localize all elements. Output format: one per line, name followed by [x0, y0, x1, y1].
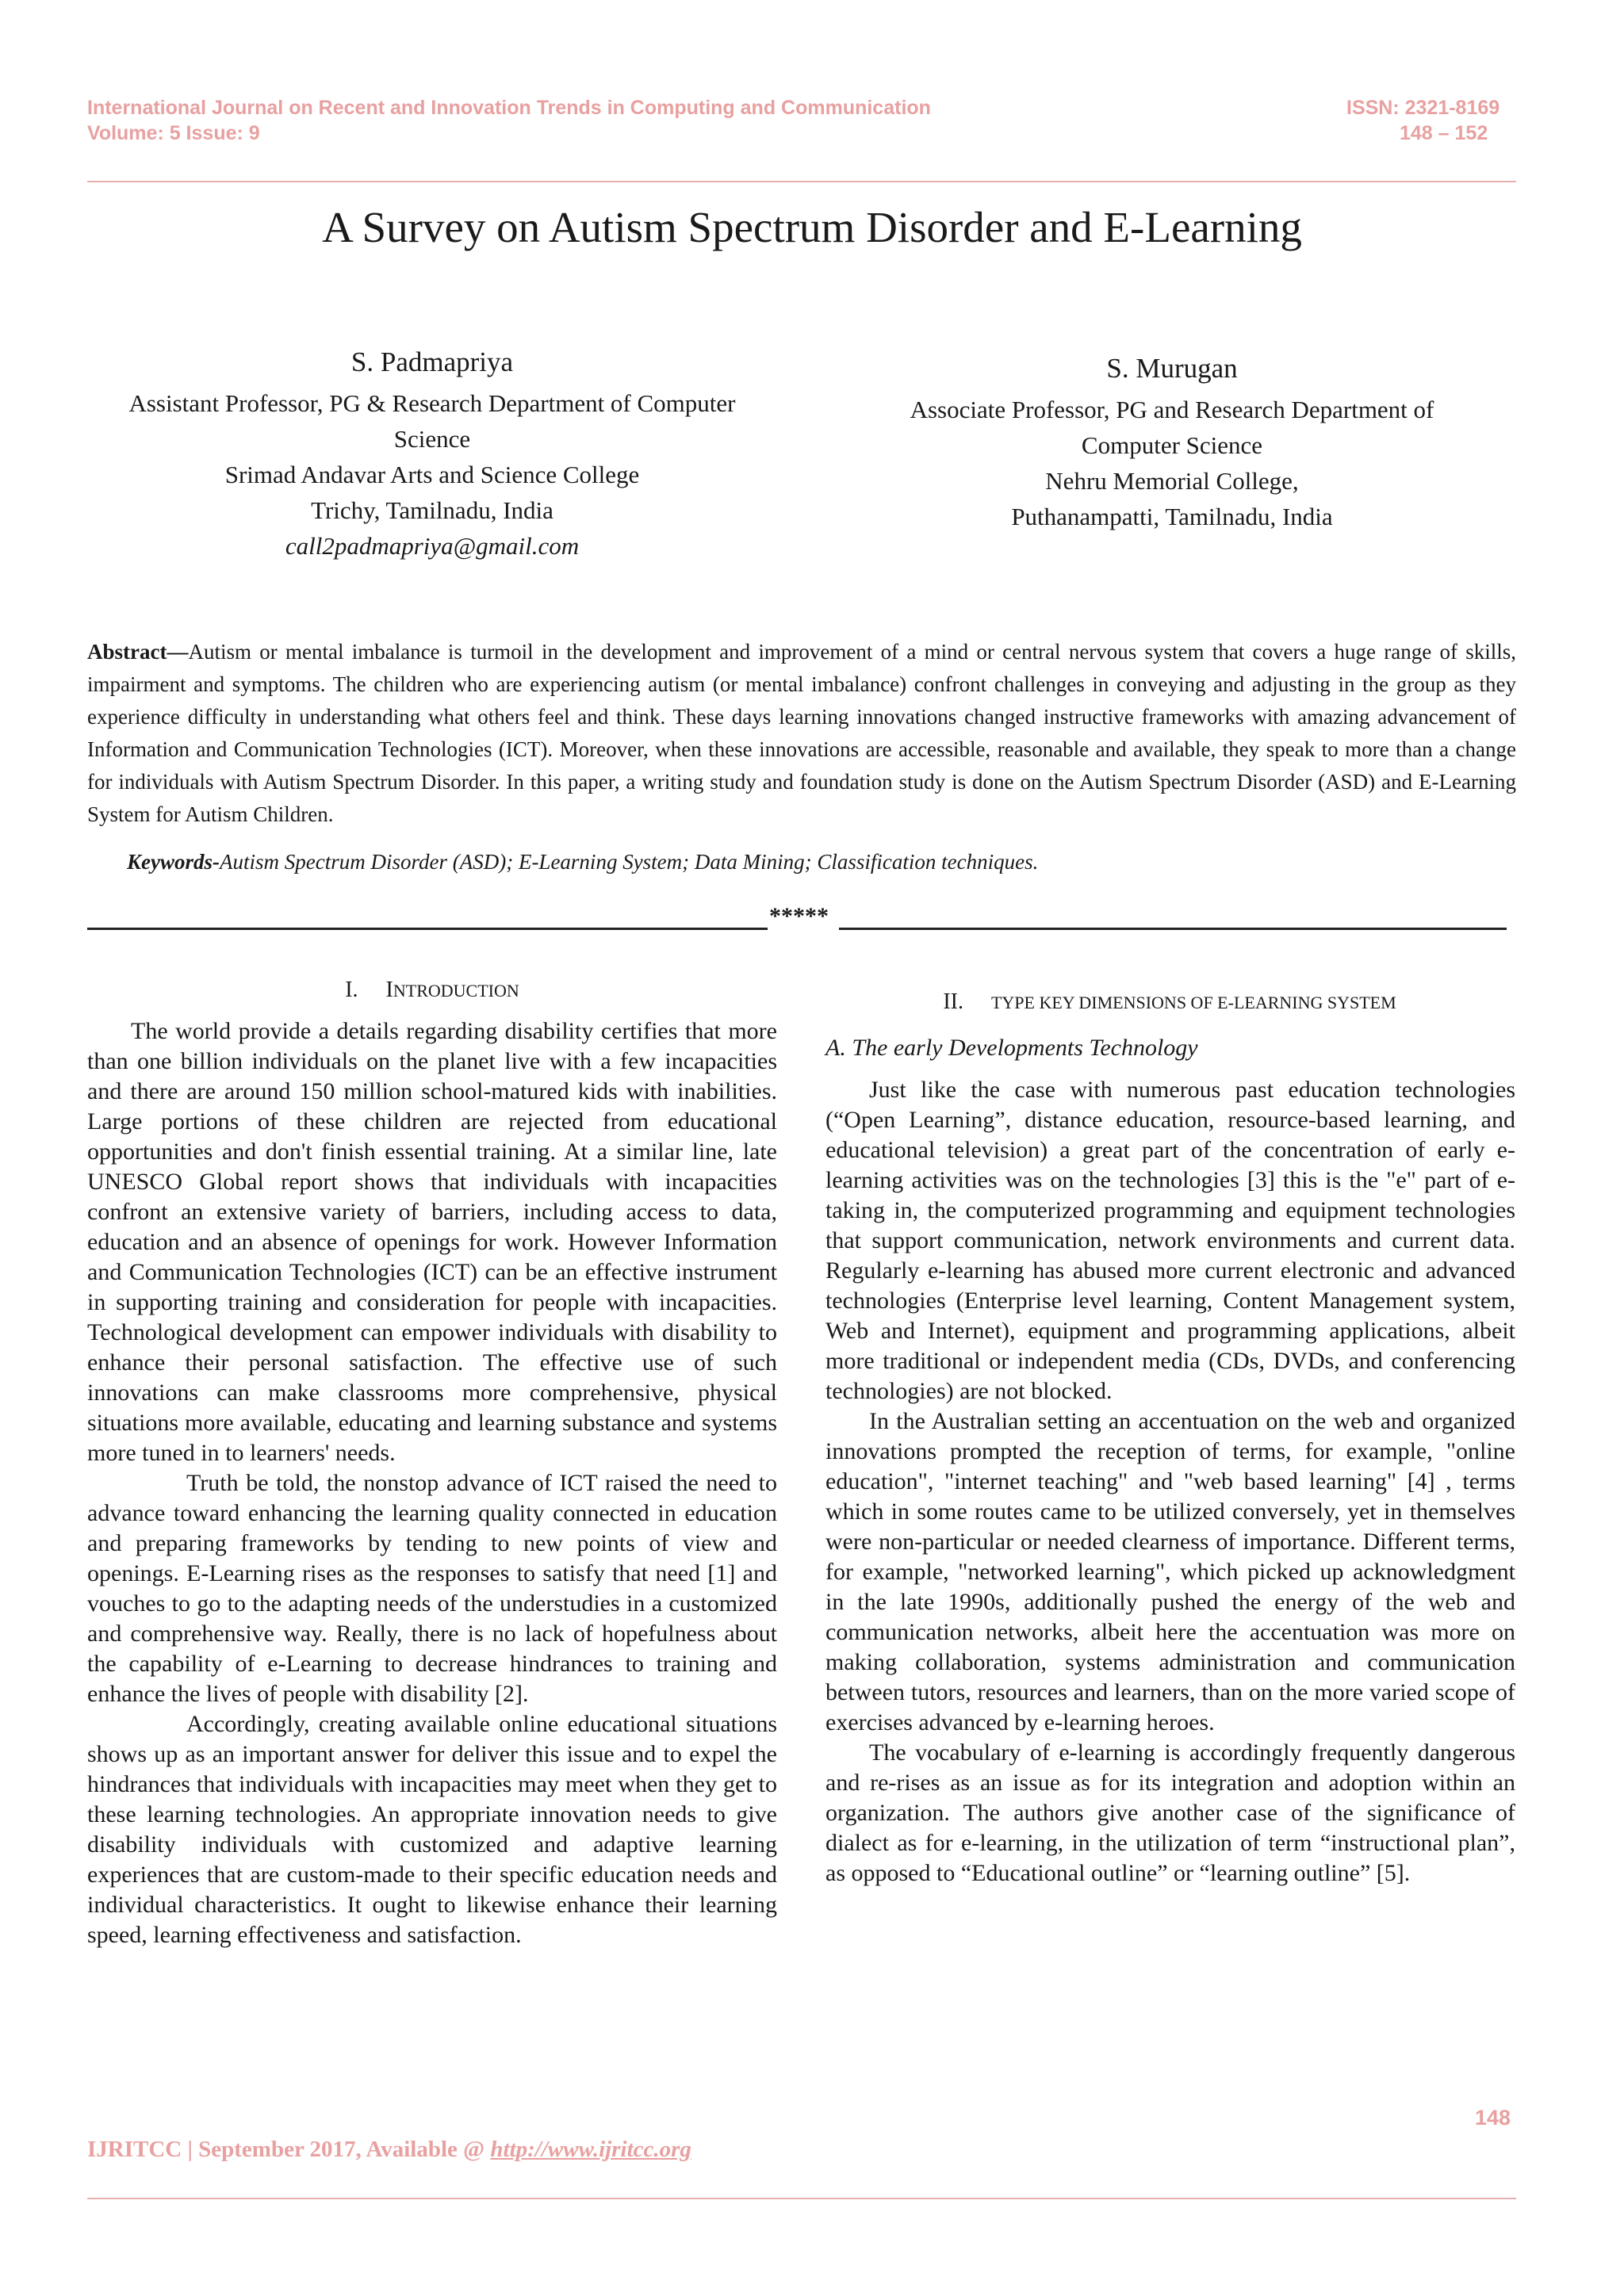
paragraph: Accordingly, creating available online educational situations shows up as an important answer for deliver this issue and to expel the hindrances that individuals with incapacities may meet when they get to these learning technologies. An appropriate innovation needs to give disability individuals with customized and adaptive learning experiences that are custom-made to their specific education needs and individual characteristics. It ought to likewise enhance their learning speed, learning effectiveness and satisfaction. [87, 1711, 777, 1948]
header-rule [87, 181, 1516, 182]
author-2-affiliation-1: Associate Professor, PG and Research Department of [910, 396, 1434, 423]
separator-rule-left [87, 928, 768, 930]
author-2-affiliation-2: Computer Science [1081, 431, 1263, 459]
footer-link[interactable]: http://www.ijritcc.org [490, 2137, 691, 2162]
keywords-text: Autism Spectrum Disorder (ASD); E-Learning System; Data Mining; Classification techniques. [220, 850, 1039, 874]
author-2 [855, 349, 1489, 534]
paragraph: In the Australian setting an accentuation on the web and organized innovations prompted the reception of terms, for example, "online education", "internet teaching" and "web based learning" [4] , terms which in some routes came to be utilized conversely, yet in themselves were non-particular or needed clearness of importance. Different terms, for example, "networked learning", which picked up acknowledgment in the late 1990s, additionally pushed the energy of the web and communication networks, albeit here the accentuation was more on making collaboration, systems administration and communication between tutors, resources and learners, than on the more varied scope of exercises advanced by e-learning heroes. [825, 1408, 1515, 1735]
author-1-affiliation-3: Srimad Andavar Arts and Science College [224, 461, 640, 488]
journal-name: International Journal on Recent and Innovation Trends in Computing and Communication [87, 97, 931, 119]
left-column-body [87, 1016, 777, 1950]
author-1-affiliation-1: Assistant Professor, PG & Research Department of Computer [128, 389, 736, 417]
section-1-title-rest: NTRODUCTION [393, 981, 519, 1001]
journal-issn: ISSN: 2321-8169 [1346, 97, 1500, 119]
abstract-text: Autism or mental imbalance is turmoil in the development and improvement of a mind or central nervous system that covers a huge range of skills, impairment and symptoms. The children who are experiencing autism (or mental imbalance) confront challenges in conveying and adjusting in the group as they experience difficulty in understanding what others feel and think. These days learning innovations changed instructive frameworks with amazing advancement of Information and Communication Technologies (ICT). Moreover, when these innovations are accessible, reasonable and available, they speak to more than a change for individuals with Autism Spectrum Disorder. In this paper, a writing study and foundation study is done on the Autism Spectrum Disorder (ASD) and E-Learning System for Autism Children. [87, 640, 1516, 826]
section-1-title-initial: I [385, 978, 393, 1002]
journal-volume: Volume: 5 Issue: 9 [87, 122, 260, 144]
section-2-heading [825, 989, 1515, 1015]
author-1 [87, 342, 777, 564]
page-number: 148 [1475, 2106, 1511, 2130]
paragraph: The world provide a details regarding disability certifies that more than one billion individuals on the planet live with a few incapacities and there are around 150 million school-matured kids with inabilities. Large portions of these children are rejected from educational opportunities and don't finish essential training. At a similar line, late UNESCO Global report shows that individuals with incapacities confront an extensive variety of barriers, including access to data, education and an absence of openings for work. However Information and Communication Technologies (ICT) can be an effective instrument in supporting training and consideration for people with incapacities. Technological development can empower individuals with disability to enhance their personal satisfaction. The effective use of such innovations can make classrooms more comprehensive, physical situations more available, educating and learning substance and systems more tuned in to learners' needs. [87, 1018, 777, 1466]
separator-stars: ***** [769, 903, 829, 929]
paper-title: A Survey on Autism Spectrum Disorder and E-Learning [322, 203, 1302, 251]
separator-rule-right [839, 928, 1507, 930]
keywords-label: Keywords- [127, 850, 220, 874]
section-1-heading [87, 978, 777, 1003]
section-1-number: I. [345, 978, 358, 1002]
section-2-number: II. [943, 989, 963, 1014]
footer-label: IJRITCC | September 2017, Available @ [87, 2137, 491, 2162]
journal-pages: 148 – 152 [1400, 122, 1488, 144]
footer-text [87, 2137, 691, 2163]
author-1-name: S. Padmapriya [350, 346, 514, 377]
keywords [127, 850, 1038, 874]
author-2-affiliation-3: Nehru Memorial College, [1045, 467, 1299, 495]
footer-rule [87, 2198, 1516, 2199]
author-1-affiliation-2: Science [393, 425, 471, 453]
paragraph: Truth be told, the nonstop advance of ICT raised the need to advance toward enhancing the learning quality connected in education and preparing frameworks by tending to new points of view and openings. E-Learning rises as the responses to satisfy that need [1] and vouches to go to the adapting needs of the understudies in a customized and comprehensive way. Really, there is no lack of hopefulness about the capability of e-Learning to decrease hindrances to training and enhance the lives of people with disability [2]. [87, 1470, 777, 1707]
author-1-affiliation-4: Trichy, Tamilnadu, India [311, 496, 553, 524]
right-column-body [825, 1075, 1515, 1888]
section-2-title: TYPE KEY DIMENSIONS OF E-LEARNING SYSTEM [990, 993, 1396, 1012]
abstract [87, 636, 1516, 831]
author-1-email: call2padmapriya@gmail.com [285, 532, 580, 560]
subsection-a-heading: A. The early Developments Technology [825, 1035, 1198, 1061]
paragraph: The vocabulary of e-learning is accordingly frequently dangerous and re-rises as an issue as for its integration and adoption within an organization. The authors give another case of the significance of dialect as for e-learning, in the utilization of term “instructional plan”, as opposed to “Educational outline” or “learning outline” [5]. [825, 1739, 1515, 1886]
abstract-label: Abstract— [87, 640, 189, 664]
author-2-affiliation-4: Puthanampatti, Tamilnadu, India [1011, 503, 1333, 530]
author-2-name: S. Murugan [1106, 353, 1238, 384]
paragraph: Just like the case with numerous past education technologies (“Open Learning”, distance education, resource-based learning, and educational television) a great part of the concentration of early e-learning activities was on the technologies [3] this is the "e" part of e-taking in, the computerized programming and equipment technologies that support communication, network environments and current data. Regularly e-learning has abused more current electronic and advanced technologies (Enterprise level learning, Content Management system, Web and Internet), equipment and programming applications, albeit more traditional or independent media (CDs, DVDs, and conferencing technologies) are not blocked. [825, 1077, 1515, 1404]
